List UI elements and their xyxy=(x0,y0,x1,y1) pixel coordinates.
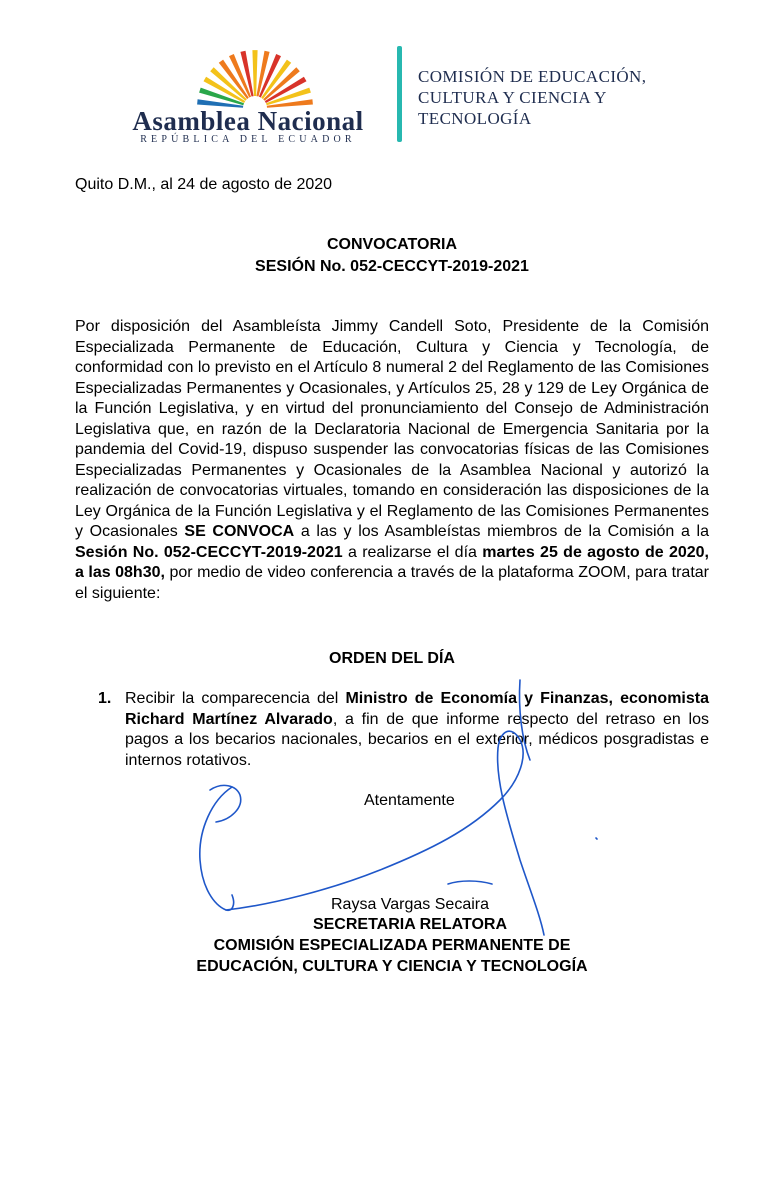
body-text-3: a realizarse el día xyxy=(347,543,477,561)
logo-subtitle: REPÚBLICA DEL ECUADOR xyxy=(140,134,356,145)
body-text-2: a las y los Asambleístas miembros de la Comisión a la xyxy=(300,523,709,540)
body-paragraph xyxy=(75,317,709,604)
session-number: SESIÓN No. 052-CECCYT-2019-2021 xyxy=(255,258,529,275)
commission-line-1: COMISIÓN DE EDUCACIÓN, xyxy=(418,67,647,86)
agenda-item xyxy=(98,689,709,771)
document-title: CONVOCATORIA xyxy=(326,236,458,253)
logo-ray xyxy=(252,50,257,96)
letterhead xyxy=(0,0,784,160)
closing-salutation: Atentamente xyxy=(364,792,455,809)
signer-role: SECRETARIA RELATORA xyxy=(312,916,508,933)
signer-name: Raysa Vargas Secaira xyxy=(331,896,489,913)
document-date: Quito D.M., al 24 de agosto de 2020 xyxy=(75,176,333,193)
signer-org-line-1: COMISIÓN ESPECIALIZADA PERMANENTE DE xyxy=(213,937,571,954)
body-text-4: por medio de video conferencia a través de la plataforma ZOOM, para tratar el siguiente: xyxy=(75,564,709,602)
commission-line-2: CULTURA Y CIENCIA Y xyxy=(418,88,607,107)
commission-name xyxy=(418,66,646,129)
header-divider xyxy=(397,46,402,142)
agenda-text-2: , a fin de que informe respecto del retraso en los pagos a los becarios nacionales, becarios en el exterior, médicos posgradistas e internos rotativos. xyxy=(125,710,709,769)
commission-line-3: TECNOLOGÍA xyxy=(418,109,532,128)
agenda-item-number: 1. xyxy=(98,690,112,707)
body-bold-3: martes 25 de agosto de 2020, a las 08h30, xyxy=(75,543,709,581)
agenda-title: ORDEN DEL DÍA xyxy=(329,650,455,667)
agenda-item-text xyxy=(125,689,709,771)
body-bold-2: Sesión No. 052-CECCYT-2019-2021 xyxy=(75,543,343,561)
agenda-text-1: Recibir la comparecencia del xyxy=(125,690,339,707)
body-bold-1: SE CONVOCA xyxy=(184,523,295,540)
signer-org-line-2: EDUCACIÓN, CULTURA Y CIENCIA Y TECNOLOGÍA xyxy=(196,958,588,975)
agenda-bold: Ministro de Economía y Finanzas, economista Richard Martínez Alvarado xyxy=(125,690,709,728)
logo-name: Asamblea Nacional xyxy=(132,106,364,136)
sunburst-logo-icon xyxy=(175,48,335,110)
body-text-1: Por disposición del Asambleísta Jimmy Candell Soto, Presidente de la Comisión Especializada Permanente de Educación, Cultura y Ciencia y Tecnología, de conformidad con lo previsto en el Artículo 8 numeral 2 del Reglamento de las Comisiones Especializadas Permanentes y Ocasionales, y Artículos 25, 28 y 129 de Ley Orgánica de la Función Legislativa, y en virtud del pronunciamiento del Consejo de Administración Legislativa que, en razón de la Declaratoria Nacional de Emergencia Sanitaria por la pandemia del Covid-19, dispuso suspender las convocatorias físicas de las Comisiones Especializadas Permanentes y Ocasionales de la Asamblea Nacional y autorizó la realización de convocatorias virtuales, tomando en consideración las disposiciones de la Ley Orgánica de la Función Legislativa y el Reglamento de las Comisiones Permanentes y Ocasionales xyxy=(75,318,709,540)
